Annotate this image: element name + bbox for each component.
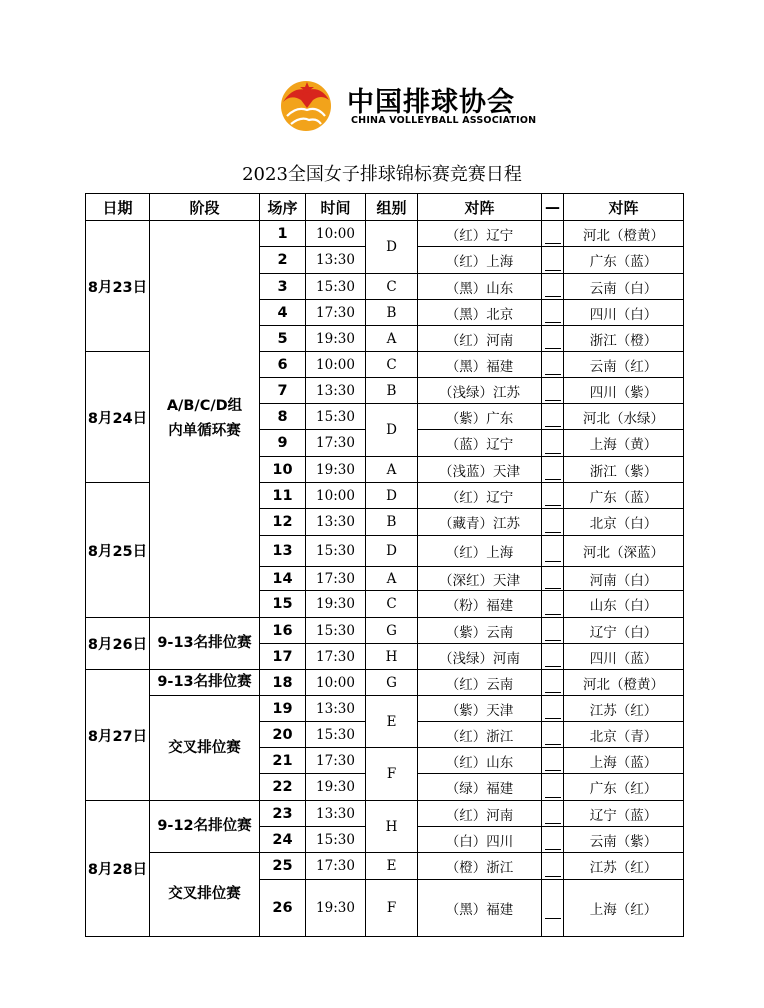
- away-team-cell: 辽宁（白）: [564, 618, 684, 644]
- table-row: [86, 696, 684, 722]
- separator-dash: [545, 365, 561, 375]
- match-no-cell: 2: [260, 247, 306, 274]
- away-team-cell: 四川（紫）: [564, 378, 684, 404]
- away-team-cell: 河北（橙黄）: [564, 221, 684, 247]
- separator-dash: [545, 909, 561, 919]
- away-team-cell: 上海（黄）: [564, 430, 684, 457]
- date-cell: 8月28日: [86, 801, 150, 937]
- separator-dash: [545, 552, 561, 562]
- home-team-cell: （红）辽宁: [418, 483, 542, 509]
- away-team-cell: 上海（蓝）: [564, 748, 684, 774]
- separator-cell: [542, 827, 564, 853]
- table-header-row: [86, 194, 684, 221]
- away-team-cell: 北京（青）: [564, 722, 684, 748]
- away-team-cell: 云南（红）: [564, 352, 684, 378]
- group-cell: C: [366, 352, 418, 378]
- separator-cell: [542, 221, 564, 247]
- match-no-cell: 20: [260, 722, 306, 748]
- separator-cell: [542, 748, 564, 774]
- stage-cell: 交叉排位赛: [150, 853, 260, 937]
- home-team-cell: （橙）浙江: [418, 853, 542, 880]
- home-team-cell: （紫）云南: [418, 618, 542, 644]
- separator-cell: [542, 774, 564, 801]
- separator-cell: [542, 326, 564, 352]
- separator-cell: [542, 591, 564, 618]
- time-cell: 17:30: [306, 853, 366, 880]
- home-team-cell: （红）河南: [418, 326, 542, 352]
- time-cell: 13:30: [306, 509, 366, 536]
- group-cell: E: [366, 853, 418, 880]
- home-team-cell: （浅蓝）天津: [418, 457, 542, 483]
- separator-cell: [542, 618, 564, 644]
- header-date: 日期: [86, 194, 150, 221]
- match-no-cell: 13: [260, 536, 306, 567]
- home-team-cell: （红）辽宁: [418, 221, 542, 247]
- home-team-cell: （深红）天津: [418, 567, 542, 591]
- match-no-cell: 22: [260, 774, 306, 801]
- group-cell: D: [366, 404, 418, 457]
- match-no-cell: 3: [260, 274, 306, 300]
- separator-dash: [545, 234, 561, 244]
- home-team-cell: （黑）山东: [418, 274, 542, 300]
- home-team-cell: （浅绿）江苏: [418, 378, 542, 404]
- separator-dash: [545, 631, 561, 641]
- separator-dash: [545, 814, 561, 824]
- header-group: 组别: [366, 194, 418, 221]
- match-no-cell: 16: [260, 618, 306, 644]
- separator-cell: [542, 644, 564, 670]
- separator-cell: [542, 352, 564, 378]
- match-no-cell: 6: [260, 352, 306, 378]
- match-no-cell: 26: [260, 880, 306, 937]
- separator-dash: [545, 496, 561, 506]
- stage-cell: 9-13名排位赛: [150, 618, 260, 670]
- date-cell: 8月23日: [86, 221, 150, 352]
- separator-cell: [542, 247, 564, 274]
- separator-dash: [545, 470, 561, 480]
- time-cell: 10:00: [306, 483, 366, 509]
- stage-cell: A/B/C/D组 内单循环赛: [150, 221, 260, 618]
- time-cell: 17:30: [306, 430, 366, 457]
- table-row: [86, 618, 684, 644]
- time-cell: 17:30: [306, 300, 366, 326]
- away-team-cell: 广东（红）: [564, 774, 684, 801]
- away-team-cell: 浙江（紫）: [564, 457, 684, 483]
- time-cell: 19:30: [306, 457, 366, 483]
- away-team-cell: 上海（红）: [564, 880, 684, 937]
- separator-cell: [542, 670, 564, 696]
- table-row: [86, 853, 684, 880]
- away-team-cell: 四川（蓝）: [564, 644, 684, 670]
- separator-cell: [542, 509, 564, 536]
- group-cell: G: [366, 618, 418, 644]
- separator-dash: [545, 287, 561, 297]
- separator-cell: [542, 722, 564, 748]
- time-cell: 19:30: [306, 591, 366, 618]
- logo-name-en: CHINA VOLLEYBALL ASSOCIATION: [351, 115, 537, 126]
- away-team-cell: 广东（蓝）: [564, 483, 684, 509]
- group-cell: A: [366, 326, 418, 352]
- separator-dash: [545, 683, 561, 693]
- group-cell: G: [366, 670, 418, 696]
- group-cell: D: [366, 536, 418, 567]
- home-team-cell: （红）上海: [418, 536, 542, 567]
- home-team-cell: （粉）福建: [418, 591, 542, 618]
- separator-dash: [545, 788, 561, 798]
- away-team-cell: 云南（白）: [564, 274, 684, 300]
- header-home: 对阵: [418, 194, 542, 221]
- time-cell: 19:30: [306, 774, 366, 801]
- time-cell: 17:30: [306, 748, 366, 774]
- match-no-cell: 19: [260, 696, 306, 722]
- separator-dash: [545, 261, 561, 271]
- home-team-cell: （红）河南: [418, 801, 542, 827]
- time-cell: 19:30: [306, 880, 366, 937]
- group-cell: E: [366, 696, 418, 748]
- group-cell: B: [366, 509, 418, 536]
- group-cell: D: [366, 221, 418, 274]
- match-no-cell: 8: [260, 404, 306, 430]
- away-team-cell: 辽宁（蓝）: [564, 801, 684, 827]
- match-no-cell: 5: [260, 326, 306, 352]
- group-cell: F: [366, 748, 418, 801]
- table-row: [86, 801, 684, 827]
- header-match-no: 场序: [260, 194, 306, 221]
- time-cell: 19:30: [306, 326, 366, 352]
- separator-cell: [542, 567, 564, 591]
- schedule-table: [85, 193, 684, 937]
- separator-dash: [545, 761, 561, 771]
- time-cell: 13:30: [306, 378, 366, 404]
- separator-dash: [545, 313, 561, 323]
- home-team-cell: （黑）北京: [418, 300, 542, 326]
- separator-cell: [542, 300, 564, 326]
- time-cell: 15:30: [306, 827, 366, 853]
- time-cell: 13:30: [306, 696, 366, 722]
- volleyball-emblem-icon: [277, 76, 335, 134]
- match-no-cell: 10: [260, 457, 306, 483]
- time-cell: 15:30: [306, 404, 366, 430]
- header-away: 对阵: [564, 194, 684, 221]
- away-team-cell: 云南（紫）: [564, 827, 684, 853]
- time-cell: 15:30: [306, 536, 366, 567]
- group-cell: C: [366, 591, 418, 618]
- table-row: [86, 670, 684, 696]
- date-cell: 8月27日: [86, 670, 150, 801]
- table-row: [86, 221, 684, 247]
- away-team-cell: 四川（白）: [564, 300, 684, 326]
- away-team-cell: 河北（深蓝）: [564, 536, 684, 567]
- header-stage: 阶段: [150, 194, 260, 221]
- group-cell: B: [366, 378, 418, 404]
- time-cell: 15:30: [306, 618, 366, 644]
- home-team-cell: （红）浙江: [418, 722, 542, 748]
- time-cell: 13:30: [306, 801, 366, 827]
- group-cell: H: [366, 644, 418, 670]
- date-cell: 8月25日: [86, 483, 150, 618]
- separator-cell: [542, 801, 564, 827]
- header-time: 时间: [306, 194, 366, 221]
- cva-logo: [277, 76, 537, 134]
- separator-dash: [545, 735, 561, 745]
- separator-cell: [542, 880, 564, 937]
- separator-cell: [542, 430, 564, 457]
- match-no-cell: 18: [260, 670, 306, 696]
- home-team-cell: （黑）福建: [418, 880, 542, 937]
- home-team-cell: （黑）福建: [418, 352, 542, 378]
- separator-dash: [545, 709, 561, 719]
- time-cell: 15:30: [306, 722, 366, 748]
- away-team-cell: 江苏（红）: [564, 696, 684, 722]
- match-no-cell: 7: [260, 378, 306, 404]
- separator-dash: [545, 605, 561, 615]
- away-team-cell: 河南（白）: [564, 567, 684, 591]
- away-team-cell: 北京（白）: [564, 509, 684, 536]
- match-no-cell: 24: [260, 827, 306, 853]
- home-team-cell: （紫）天津: [418, 696, 542, 722]
- home-team-cell: （紫）广东: [418, 404, 542, 430]
- separator-dash: [545, 444, 561, 454]
- group-cell: F: [366, 880, 418, 937]
- date-cell: 8月26日: [86, 618, 150, 670]
- away-team-cell: 江苏（红）: [564, 853, 684, 880]
- group-cell: A: [366, 457, 418, 483]
- time-cell: 15:30: [306, 274, 366, 300]
- away-team-cell: 广东（蓝）: [564, 247, 684, 274]
- page-title: 2023全国女子排球锦标赛竞赛日程: [242, 164, 522, 185]
- separator-dash: [545, 417, 561, 427]
- match-no-cell: 12: [260, 509, 306, 536]
- stage-cell: 交叉排位赛: [150, 696, 260, 801]
- match-no-cell: 9: [260, 430, 306, 457]
- separator-cell: [542, 378, 564, 404]
- match-no-cell: 1: [260, 221, 306, 247]
- away-team-cell: 浙江（橙）: [564, 326, 684, 352]
- home-team-cell: （红）山东: [418, 748, 542, 774]
- home-team-cell: （蓝）辽宁: [418, 430, 542, 457]
- home-team-cell: （浅绿）河南: [418, 644, 542, 670]
- match-no-cell: 17: [260, 644, 306, 670]
- separator-dash: [545, 840, 561, 850]
- match-no-cell: 23: [260, 801, 306, 827]
- separator-cell: [542, 457, 564, 483]
- time-cell: 10:00: [306, 352, 366, 378]
- time-cell: 17:30: [306, 644, 366, 670]
- away-team-cell: 河北（水绿）: [564, 404, 684, 430]
- stage-cell: 9-12名排位赛: [150, 801, 260, 853]
- home-team-cell: （红）上海: [418, 247, 542, 274]
- separator-cell: [542, 274, 564, 300]
- home-team-cell: （红）云南: [418, 670, 542, 696]
- separator-cell: [542, 536, 564, 567]
- separator-dash: [545, 391, 561, 401]
- separator-dash: [545, 339, 561, 349]
- time-cell: 10:00: [306, 670, 366, 696]
- match-no-cell: 4: [260, 300, 306, 326]
- home-team-cell: （绿）福建: [418, 774, 542, 801]
- match-no-cell: 14: [260, 567, 306, 591]
- match-no-cell: 25: [260, 853, 306, 880]
- away-team-cell: 河北（橙黄）: [564, 670, 684, 696]
- group-cell: H: [366, 801, 418, 853]
- time-cell: 10:00: [306, 221, 366, 247]
- separator-cell: [542, 483, 564, 509]
- away-team-cell: 山东（白）: [564, 591, 684, 618]
- home-team-cell: （藏青）江苏: [418, 509, 542, 536]
- match-no-cell: 15: [260, 591, 306, 618]
- separator-dash: [545, 523, 561, 533]
- time-cell: 17:30: [306, 567, 366, 591]
- separator-dash: [545, 657, 561, 667]
- match-no-cell: 21: [260, 748, 306, 774]
- group-cell: B: [366, 300, 418, 326]
- header-sep: —: [542, 194, 564, 221]
- group-cell: D: [366, 483, 418, 509]
- separator-cell: [542, 696, 564, 722]
- date-cell: 8月24日: [86, 352, 150, 483]
- stage-cell: 9-13名排位赛: [150, 670, 260, 696]
- match-no-cell: 11: [260, 483, 306, 509]
- time-cell: 13:30: [306, 247, 366, 274]
- separator-cell: [542, 853, 564, 880]
- group-cell: A: [366, 567, 418, 591]
- separator-cell: [542, 404, 564, 430]
- separator-dash: [545, 579, 561, 589]
- group-cell: C: [366, 274, 418, 300]
- logo-name-cn: 中国排球协会: [347, 87, 515, 118]
- separator-dash: [545, 867, 561, 877]
- home-team-cell: （白）四川: [418, 827, 542, 853]
